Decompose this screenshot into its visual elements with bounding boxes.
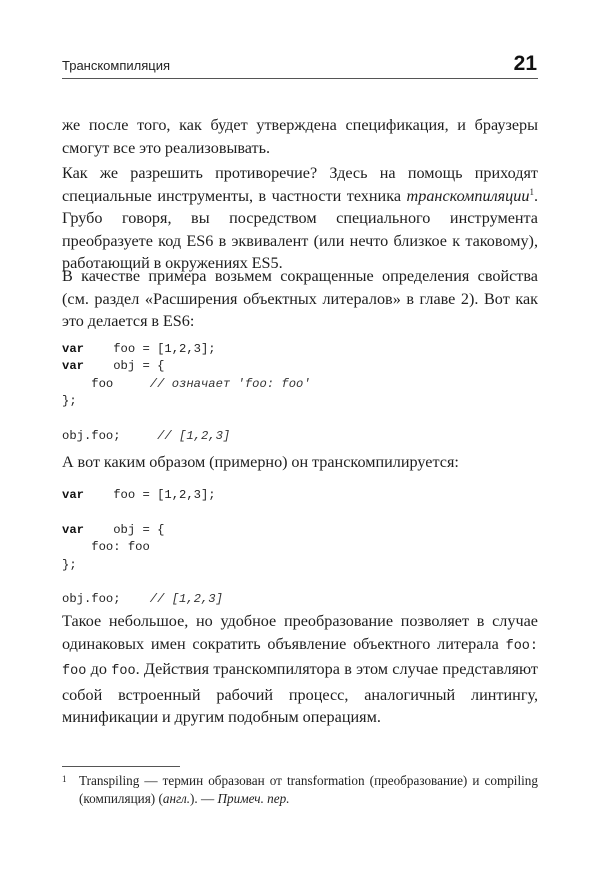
paragraph-text: В качестве примера возьмем сокращенные определения свойства (см. раздел «Расширения объектных литералов» в главе 2). Вот как это делается в ES6:	[62, 267, 538, 330]
footnote-body	[62, 772, 538, 808]
code-keyword: var	[62, 488, 84, 502]
footnote-abbr: англ.	[162, 791, 190, 806]
footnote-text: ). —	[190, 791, 218, 806]
code-keyword: var	[62, 522, 84, 537]
paragraph-text: до	[86, 660, 112, 678]
code-text: };	[62, 557, 77, 572]
code-text: foo = [1,2,3];	[83, 342, 216, 356]
paragraph-text: А вот каким образом (примерно) он транскомпилируется:	[62, 453, 459, 471]
code-text: foo: foo	[62, 540, 150, 555]
footnote-marker: 1	[62, 774, 67, 784]
footnote-text: Transpiling — термин образован от transformation (преобразование) и compiling (компиляция) (	[79, 773, 538, 806]
code-text: obj.foo;	[62, 429, 158, 444]
code-comment: // [1,2,3]	[157, 429, 231, 444]
footnote-rule	[62, 766, 180, 767]
paragraph-transpiled-intro	[62, 451, 538, 474]
inline-code: foo	[62, 664, 87, 679]
code-comment: // [1,2,3]	[149, 592, 223, 607]
code-block-es5	[62, 487, 538, 609]
paragraph-example	[62, 265, 538, 333]
paragraph-text: . Действия транскомпилятора в этом случае представляют собой встроенный рабочий процесс, аналогичный линтингу, минификации и другим подобным операциям.	[62, 660, 538, 726]
code-text: foo	[62, 376, 150, 391]
page-number: 21	[513, 52, 537, 75]
code-text: foo = [1,2,3];	[83, 488, 216, 502]
paragraph-text: Как же разрешить противоречие? Здесь на помощь приходят специальные инструменты, в частности техника	[62, 164, 538, 205]
paragraph-text: же после того, как будет утверждена спецификация, и браузеры смогут все это реализовывать.	[62, 116, 538, 157]
code-text: };	[62, 394, 77, 409]
paragraph-conclusion	[62, 610, 538, 729]
code-text: obj = {	[83, 359, 165, 374]
paragraph-text: . Грубо говоря, вы посредством специального инструмента преобразуете код ES6 в эквивалент (или нечто близкое к таковому), работающий в окружениях ES5.	[62, 186, 538, 272]
inline-code: foo	[111, 664, 136, 679]
footnote-note: Примеч. пер.	[217, 791, 290, 806]
code-text: obj = {	[83, 522, 165, 537]
footnote-reference[interactable]: 1	[529, 186, 534, 197]
header-rule	[62, 78, 538, 79]
inline-code: foo:	[505, 638, 538, 654]
code-keyword: var	[62, 342, 84, 356]
code-block-es6	[62, 341, 538, 445]
paragraph-text: Такое небольшое, но удобное преобразование позволяет в случае одинаковых имен сократить объявление объектного литерала	[62, 612, 538, 653]
code-text: obj.foo;	[62, 592, 150, 607]
running-header-title: Транскомпиляция	[62, 58, 171, 73]
footnote	[62, 772, 538, 808]
code-comment: // означает 'foo: foo'	[149, 376, 311, 391]
italic-term: транскомпиляции	[406, 186, 530, 205]
code-keyword: var	[62, 359, 84, 374]
paragraph-transpilation	[62, 162, 538, 275]
paragraph-continuation	[62, 114, 538, 159]
